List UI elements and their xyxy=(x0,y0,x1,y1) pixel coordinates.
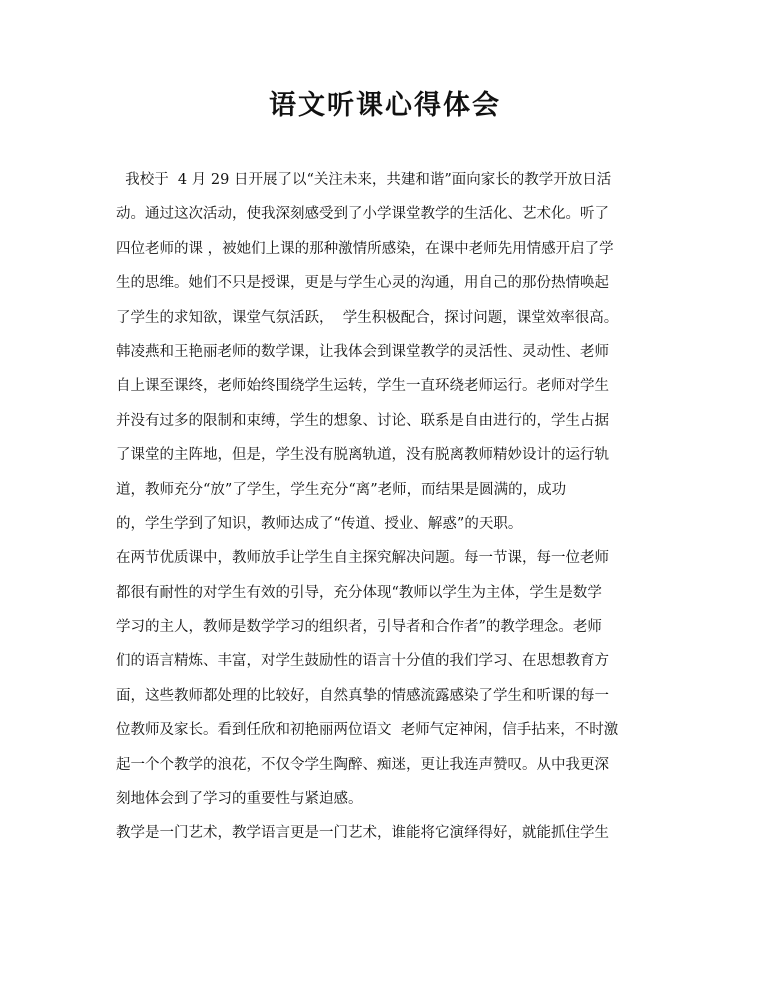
text-line: 自上课至课终，老师始终围绕学生运转，学生一直环绕老师运行。老师对学生 xyxy=(116,378,609,395)
document-title: 语文听课心得体会 xyxy=(269,90,501,121)
text-line: 韩凌燕和王艳丽老师的数学课，让我体会到课堂教学的灵活性、灵动性、老师 xyxy=(116,343,609,360)
text-line: 了课堂的主阵地，但是，学生没有脱离轨道，没有脱离教师精妙设计的运行轨 xyxy=(116,447,609,464)
text-line: 位教师及家长。看到任欣和初艳丽两位语文 老师气定神闲，信手拈来，不时激 xyxy=(116,722,619,739)
text-line: 们的语言精炼、丰富，对学生鼓励性的语言十分值的我们学习、在思想教育方 xyxy=(116,653,609,670)
text-line: 了学生的求知欲，课堂气氛活跃， 学生积极配合，探讨问题，课堂效率很高。 xyxy=(116,309,619,326)
text-line: 的，学生学到了知识，教师达成了“传道、授业、解惑”的天职。 xyxy=(116,515,523,532)
text-line: 在两节优质课中，教师放手让学生自主探究解决问题。每一节课，每一位老师 xyxy=(116,550,609,567)
text-line: 四位老师的课 ，被她们上课的那种激情所感染，在课中老师先用情感开启了学 xyxy=(116,240,614,257)
document-body xyxy=(116,163,676,851)
text-line: 都很有耐性的对学生有效的引导，充分体现“教师以学生为主体，学生是数学 xyxy=(116,584,602,601)
text-line: 面，这些教师都处理的比较好，自然真挚的情感流露感染了学生和听课的每一 xyxy=(116,687,609,704)
text-line: 刻地体会到了学习的重要性与紧迫感。 xyxy=(116,791,363,808)
text-line: 动。通过这次活动，使我深刻感受到了小学课堂教学的生活化、艺术化。听了 xyxy=(116,206,609,223)
text-line: 学习的主人，教师是数学学习的组织者，引导者和合作者”的教学理念。老师 xyxy=(116,619,602,636)
text-line: 生的思维。她们不只是授课，更是与学生心灵的沟通，用自己的那份热情唤起 xyxy=(116,275,609,292)
text-line: 并没有过多的限制和束缚，学生的想象、讨论、联系是自由进行的，学生占据 xyxy=(116,412,609,429)
text-line: 道，教师充分“放”了学生，学生充分“离”老师，而结果是圆满的，成功 xyxy=(116,481,567,498)
text-line: 起一个个教学的浪花，不仅令学生陶醉、痴迷，更让我连声赞叹。从中我更深 xyxy=(116,756,609,773)
text-line: 我校于 4 月 29 日开展了以“关注未来，共建和谐”面向家长的教学开放日活 xyxy=(116,172,612,188)
text-line: 教学是一门艺术，教学语言更是一门艺术，谁能将它演绎得好，就能抓住学生 xyxy=(116,825,609,842)
